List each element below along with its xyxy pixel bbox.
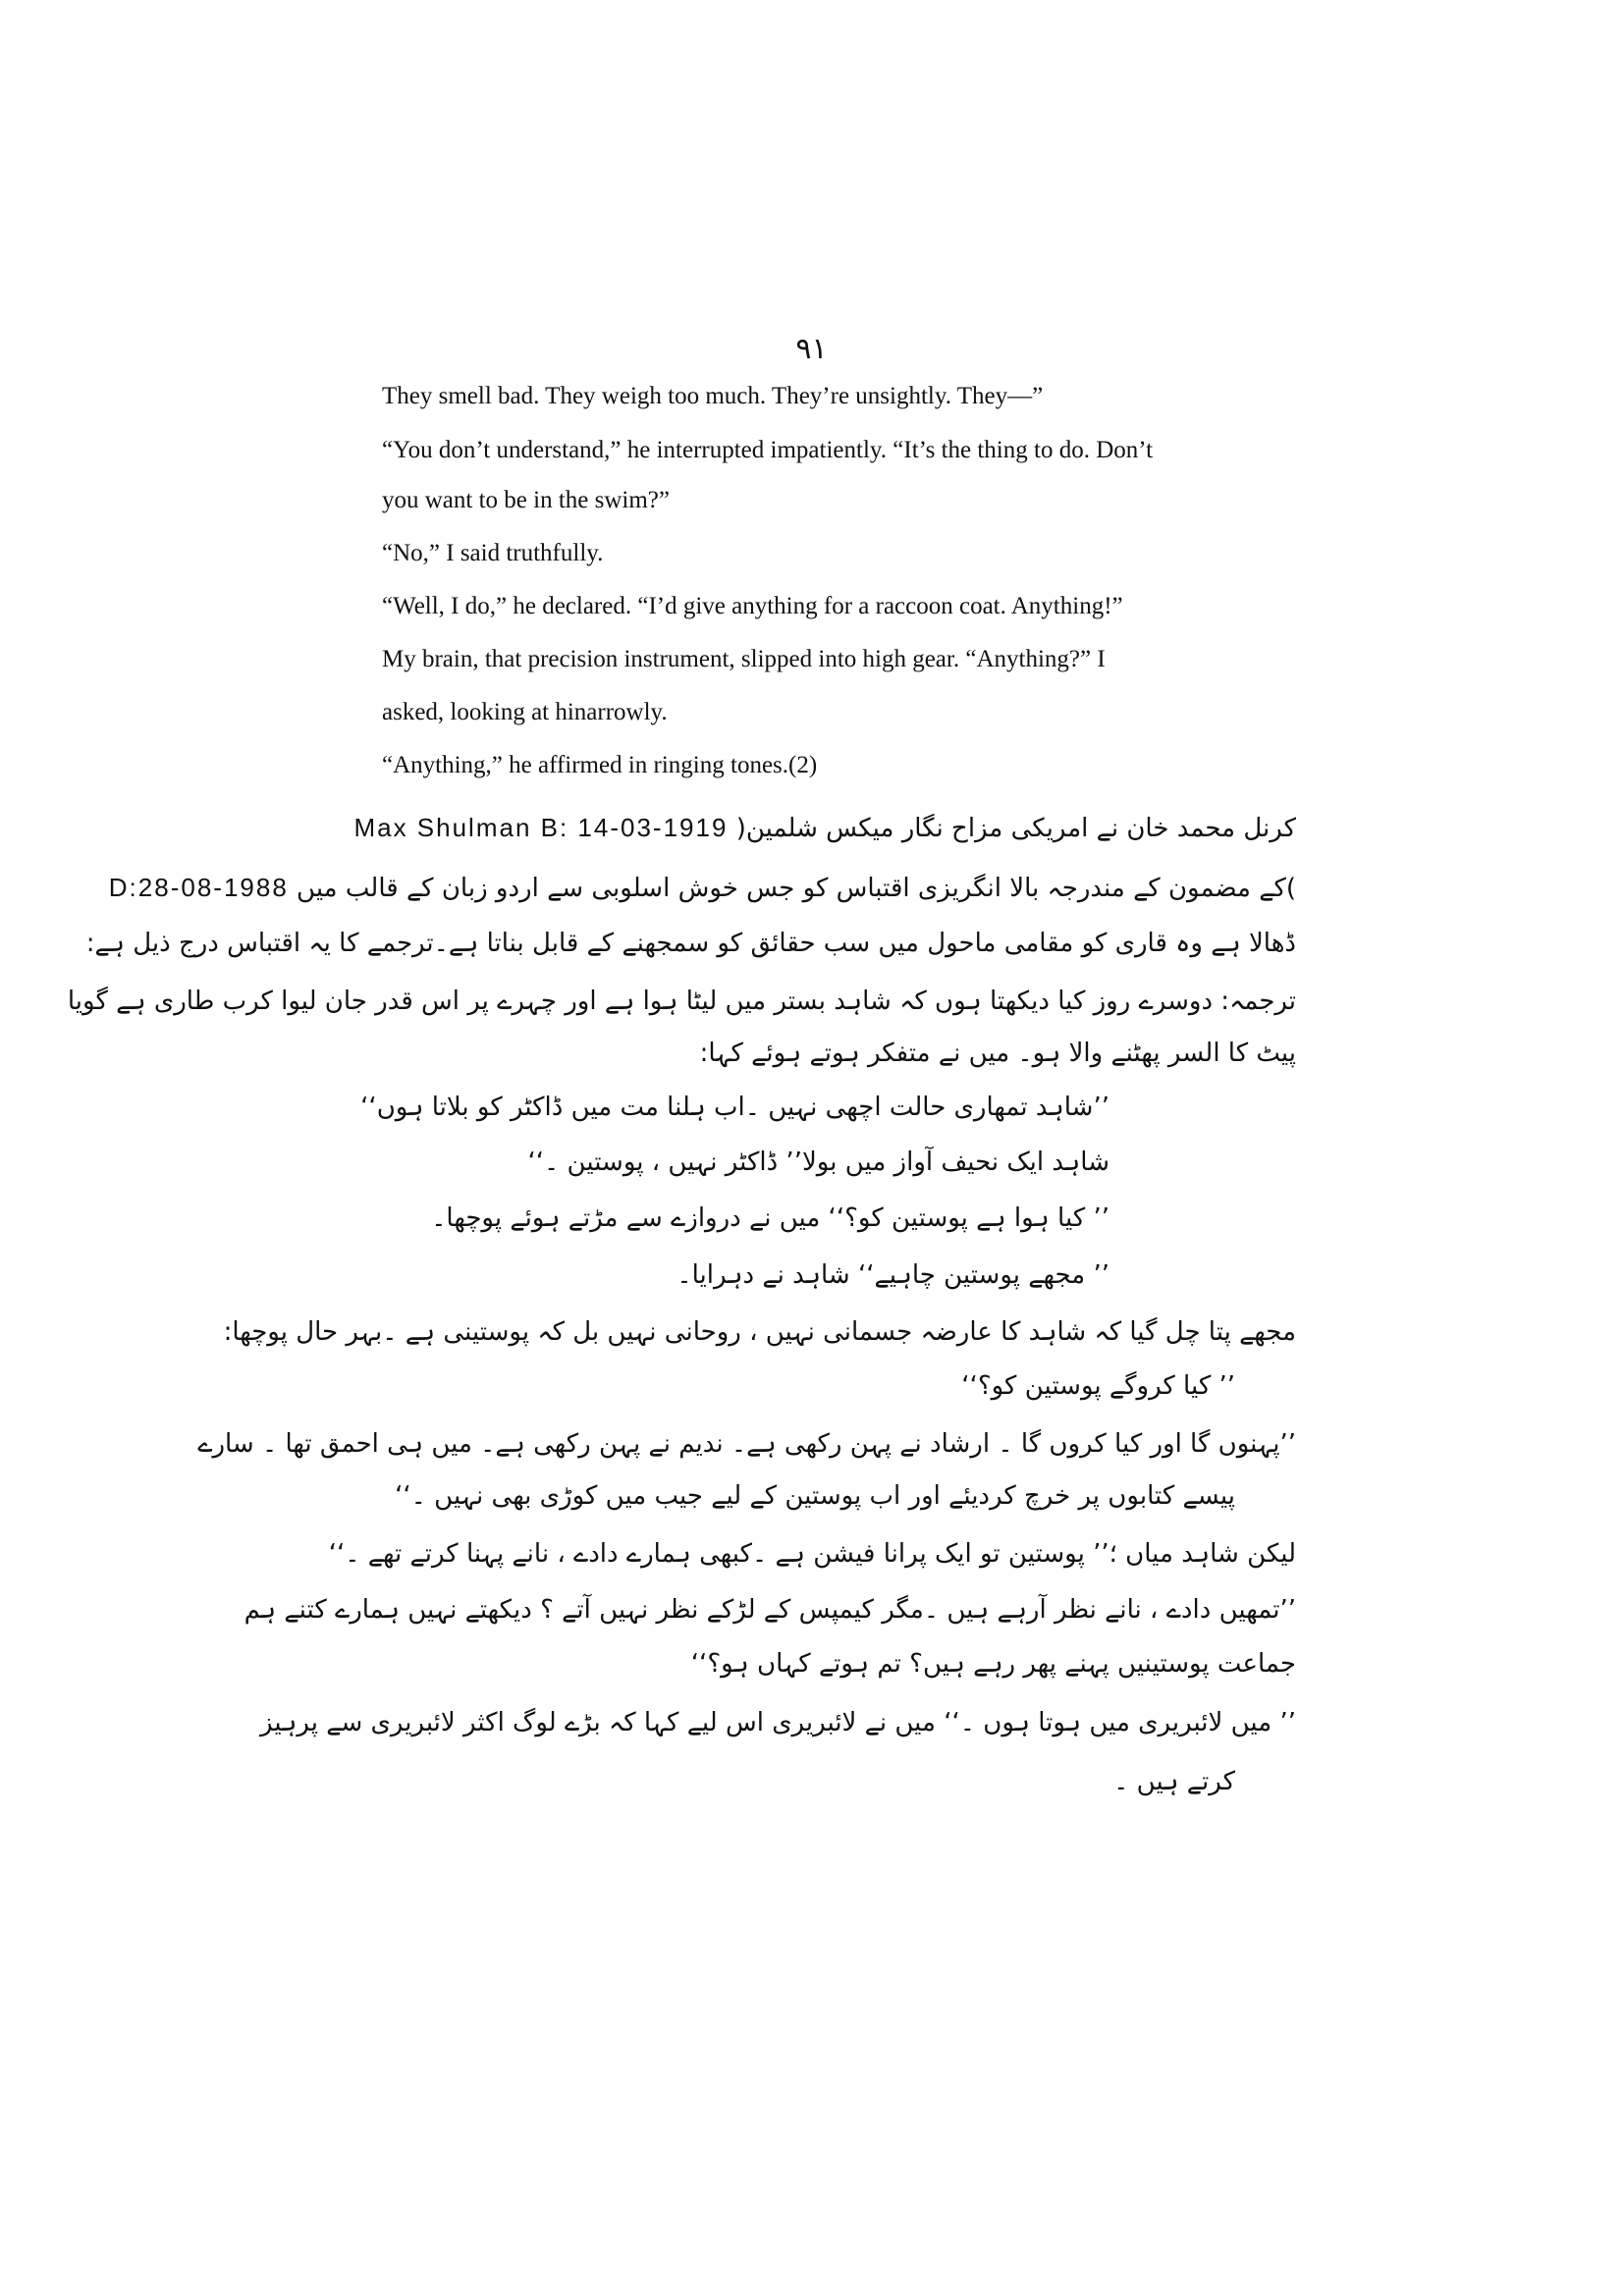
- translation-line-1: ترجمہ: دوسرے روز کیا دیکھتا ہوں کہ شاہد بستر میں لیٹا ہوا ہے اور چہرے پر اس قدر جان لیوا کرب طاری ہے گویا: [67, 987, 1296, 1016]
- intro-english-name: Max Shulman B: 14-03-1919: [353, 813, 729, 842]
- dialogue-line-3: ’’ کیا ہوا ہے پوستین کو؟‘‘ میں نے دروازے سے مڑتے ہوئے پوچھا۔: [431, 1203, 1109, 1233]
- dialogue2-line-2: پیسے کتابوں پر خرچ کردیئے اور اب پوستین کے لیے جیب میں کوڑی بھی نہیں ۔‘‘: [395, 1481, 1235, 1511]
- english-line-8: “Anything,” he affirmed in ringing tones.(2): [382, 752, 818, 778]
- narration-line: مجھے پتا چل گیا کہ شاہد کا عارضہ جسمانی نہیں ، روحانی نہیں بل کہ پوستینی ہے ۔بہر حال پوچھا:: [223, 1317, 1296, 1347]
- translation-line-2: پیٹ کا السر پھٹنے والا ہو۔ میں نے متفکر ہوتے ہوئے کہا:: [699, 1039, 1296, 1068]
- english-line-7: asked, looking at hinarrowly.: [382, 699, 668, 725]
- dialogue2-line-1: ’’پہنوں گا اور کیا کروں گا ۔ ارشاد نے پہن رکھی ہے۔ ندیم نے پہن رکھی ہے۔ میں ہی احمق تھا ۔ سارے: [197, 1429, 1296, 1459]
- dialogue2-line-7: کرتے ہیں ۔: [1113, 1767, 1235, 1796]
- question-line: ’’ کیا کروگے پوستین کو؟‘‘: [961, 1371, 1235, 1401]
- dialogue2-line-5: جماعت پوستینیں پہنے پھر رہے ہیں؟ تم ہوتے کہاں ہو؟‘‘: [690, 1649, 1296, 1679]
- intro-urdu-text: کرنل محمد خان نے امریکی مزاح نگار میکس شلمین(: [735, 814, 1296, 843]
- english-line-2: “You don’t understand,” he interrupted impatiently. “It’s the thing to do. Don’t: [382, 437, 1154, 463]
- english-line-4: “No,” I said truthfully.: [382, 540, 604, 566]
- dialogue-line-1: ’’شاہد تمھاری حالت اچھی نہیں ۔اب ہلنا مت میں ڈاکٹر کو بلاتا ہوں‘‘: [360, 1093, 1109, 1122]
- page-number: ۹۱: [795, 332, 828, 366]
- dialogue-line-4: ’’ مجھے پوستین چاہیے‘‘ شاہد نے دہرایا۔: [676, 1260, 1109, 1290]
- english-line-5: “Well, I do,” he declared. “I’d give anything for a raccoon coat. Anything!”: [382, 593, 1123, 619]
- intro-line-1: [324, 808, 1296, 848]
- intro-urdu-text-2: )کے مضمون کے مندرجہ بالا انگریزی اقتباس کو جس خوش اسلوبی سے اردو زبان کے قالب میں: [297, 874, 1296, 903]
- intro-line-3: ڈھالا ہے وہ قاری کو مقامی ماحول میں سب حقائق کو سمجھنے کے قابل بناتا ہے۔ترجمے کا یہ اقتباس درج ذیل ہے:: [85, 929, 1296, 958]
- dialogue-line-2: شاہد ایک نحیف آواز میں بولا’’ ڈاکٹر نہیں ، پوستین ۔‘‘: [527, 1148, 1109, 1177]
- intro-line-2: [108, 868, 1296, 908]
- dialogue2-line-3: لیکن شاہد میاں ؛’’ پوستین تو ایک پرانا فیشن ہے ۔کبھی ہمارے دادے ، نانے پہنا کرتے تھے ۔‘‘: [328, 1539, 1296, 1569]
- dialogue2-line-4: ’’تمھیں دادے ، نانے نظر آرہے ہیں ۔مگر کیمپس کے لڑکے نظر نہیں آتے ؟ دیکھتے نہیں ہمارے کتنے ہم: [243, 1595, 1296, 1625]
- intro-english-date: D:28-08-1988: [108, 873, 289, 902]
- english-line-1: They smell bad. They weigh too much. They’re unsightly. They—”: [382, 383, 1044, 409]
- dialogue2-line-6: ’’ میں لائبریری میں ہوتا ہوں ۔‘‘ میں نے لائبریری اس لیے کہا کہ بڑے لوگ اکثر لائبریری سے پرہیز: [259, 1708, 1296, 1737]
- english-line-3: you want to be in the swim?”: [382, 487, 670, 513]
- english-line-6: My brain, that precision instrument, slipped into high gear. “Anything?” I: [382, 646, 1106, 672]
